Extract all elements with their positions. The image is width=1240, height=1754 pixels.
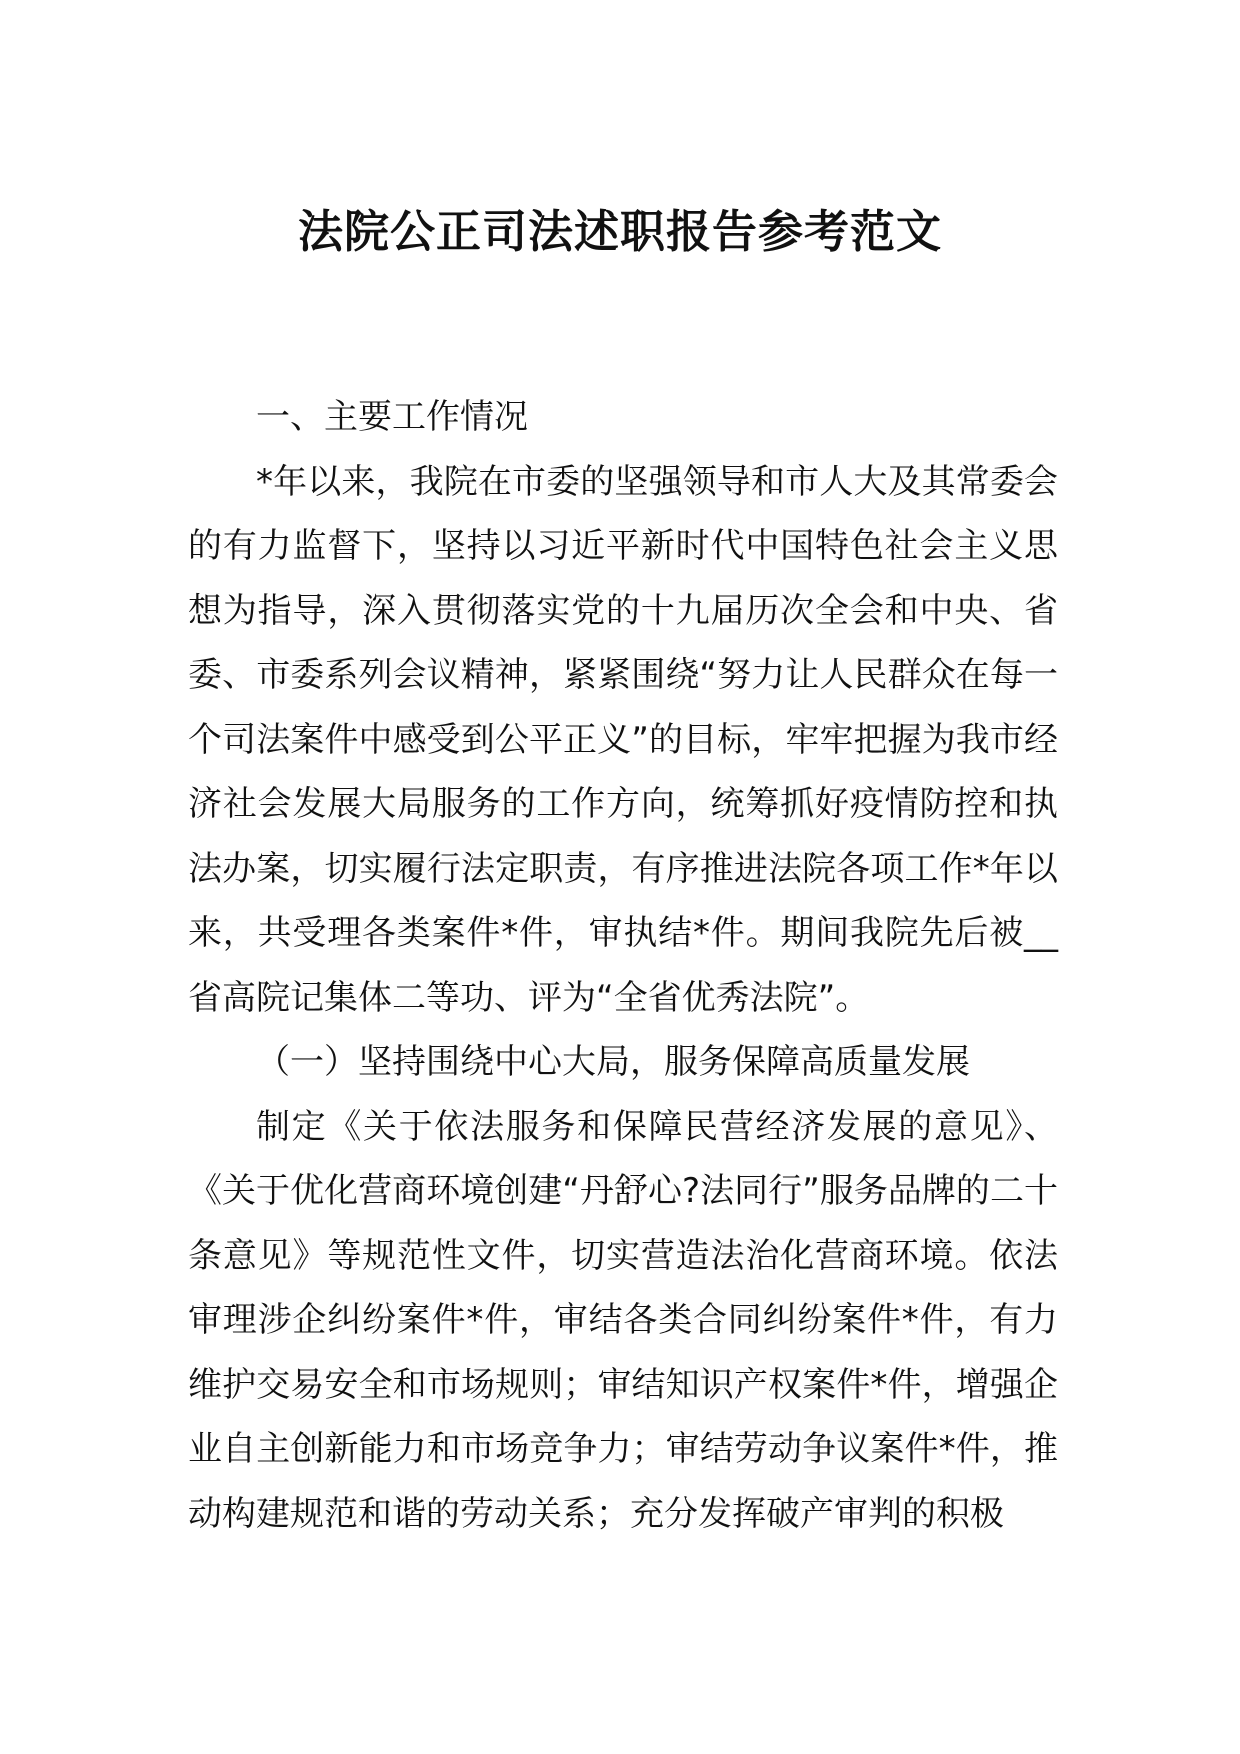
document-body [188, 385, 1058, 1546]
body-paragraph: 制定《关于依法服务和保障民营经济发展的意见》、《关于优化营商环境创建“丹舒心?法同行”服务品牌的二十条意见》等规范性文件，切实营造法治化营商环境。依法审理涉企纠纷案件*件，审结各类合同纠纷案件*件，有力维护交易安全和市场规则；审结知识产权案件*件，增强企业自主创新能力和市场竞争力；审结劳动争议案件*件，推动构建规范和谐的劳动关系；充分发挥破产审判的积极 [188, 1106, 1058, 1534]
subsection-heading: （一）坚持围绕中心大局，服务保障高质量发展 [256, 1042, 970, 1082]
section-heading: 一、主要工作情况 [256, 397, 528, 437]
body-paragraph: *年以来，我院在市委的坚强领导和市人大及其常委会的有力监督下，坚持以习近平新时代中国特色社会主义思想为指导，深入贯彻落实党的十九届历次全会和中央、省委、市委系列会议精神，紧紧围绕“努力让人民群众在每一个司法案件中感受到公平正义”的目标，牢牢把握为我市经济社会发展大局服务的工作方向，统筹抓好疫情防控和执法办案，切实履行法定职责，有序推进法院各项工作*年以来，共受理各类案件*件，审执结*件。期间我院先后被__省高院记集体二等功、评为“全省优秀法院”。 [188, 461, 1058, 1018]
document-title: 法院公正司法述职报告参考范文 [297, 205, 942, 258]
